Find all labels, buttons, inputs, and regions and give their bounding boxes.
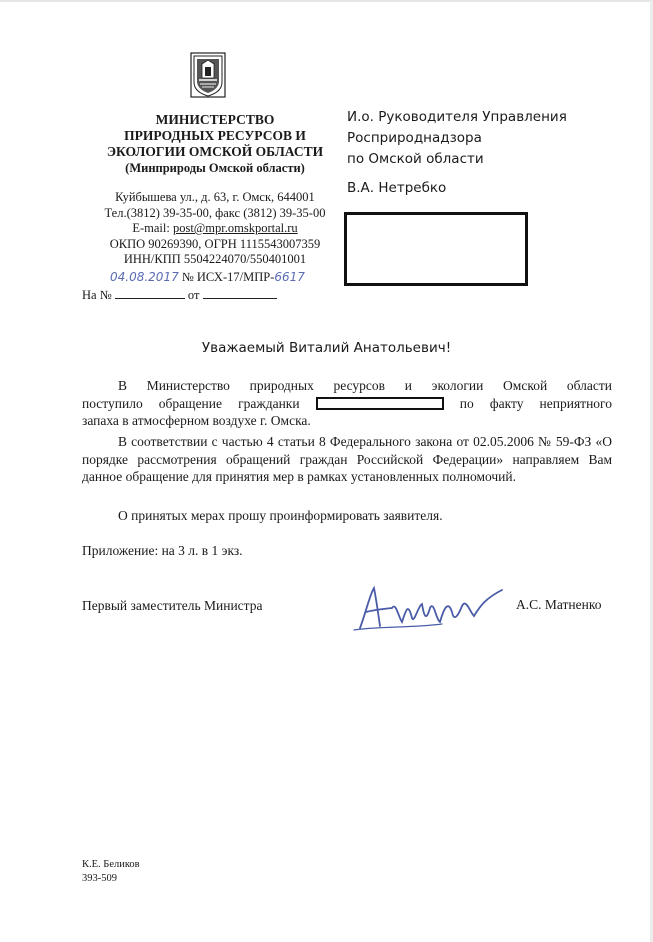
ministry-line: ЭКОЛОГИИ ОМСКОЙ ОБЛАСТИ <box>106 144 324 159</box>
email-link[interactable]: post@mpr.omskportal.ru <box>172 221 298 236</box>
ministry-address: Куйбышева ул., д. 63, г. Омск, 644001 <box>115 190 315 204</box>
scan-top-edge <box>0 0 653 2</box>
na-number-blank <box>115 287 185 299</box>
addressee-line: И.о. Руководителя Управления <box>347 109 567 125</box>
signatory-role: Первый заместитель Министра <box>82 598 263 613</box>
executor-name: К.Е. Беликов <box>82 859 140 870</box>
redacted-citizen-name <box>316 397 444 410</box>
addressee-line: по Омской области <box>347 151 484 167</box>
addressee-block <box>347 107 637 170</box>
redacted-address-box <box>344 212 528 286</box>
body-paragraph-2: В соответствии с частью 4 статьи 8 Федерального закона от 02.05.2006 № 59-ФЗ «О порядке рассмотрения обращений граждан Российской Федерации» направляем Вам данное обращение для принятия мер в рамках установленных полномочий. <box>82 434 612 485</box>
outgoing-registration <box>110 270 305 285</box>
ministry-contacts <box>80 190 350 268</box>
body-line: В Министерство природных ресурсов и экологии Омской области <box>118 378 612 393</box>
addressee-name: В.А. Нетребко <box>347 180 447 196</box>
ministry-inn: ИНН/КПП 5504224070/550401001 <box>123 252 307 267</box>
ministry-short-name: (Минприроды Омской области) <box>125 161 305 175</box>
handwritten-date: 04.08.2017 <box>110 270 179 284</box>
signatory-name: А.С. Матненко <box>516 597 602 612</box>
letter-greeting: Уважаемый Виталий Анатольевич! <box>201 340 452 356</box>
attachment-note: Приложение: на 3 л. в 1 экз. <box>82 543 243 558</box>
ministry-email-row <box>80 221 350 237</box>
addressee-line: Росприроднадзора <box>347 130 482 146</box>
body-line: поступило обращение гражданки по факту неприятного <box>82 395 613 411</box>
outgoing-number-prefix: № ИСХ-17/МПР- <box>181 270 275 284</box>
handwritten-number: 6617 <box>274 270 305 284</box>
incoming-reference-line <box>82 287 277 303</box>
ministry-phone: Тел.(3812) 39-35-00, факс (3812) 39-35-00 <box>104 205 326 220</box>
ministry-okpo: ОКПО 90269390, ОГРН 1115543007359 <box>109 236 321 251</box>
email-label: E-mail: <box>132 221 173 236</box>
ot-label: от <box>187 288 200 302</box>
handwritten-signature-icon <box>352 582 512 638</box>
body-line: запаха в атмосферном воздухе г. Омска. <box>82 413 311 429</box>
na-label: На № <box>82 288 112 302</box>
ot-date-blank <box>203 287 277 299</box>
body-paragraph-3: О принятых мерах прошу проинформировать заявителя. <box>118 508 443 523</box>
ministry-line: МИНИСТЕРСТВО <box>155 112 275 127</box>
ministry-line: ПРИРОДНЫХ РЕСУРСОВ И <box>124 128 306 143</box>
body-paragraph-1 <box>82 377 612 430</box>
ministry-header <box>80 112 350 176</box>
executor-block <box>82 858 140 886</box>
executor-phone: 393-509 <box>82 873 117 884</box>
coat-of-arms-emblem-icon <box>190 52 226 98</box>
